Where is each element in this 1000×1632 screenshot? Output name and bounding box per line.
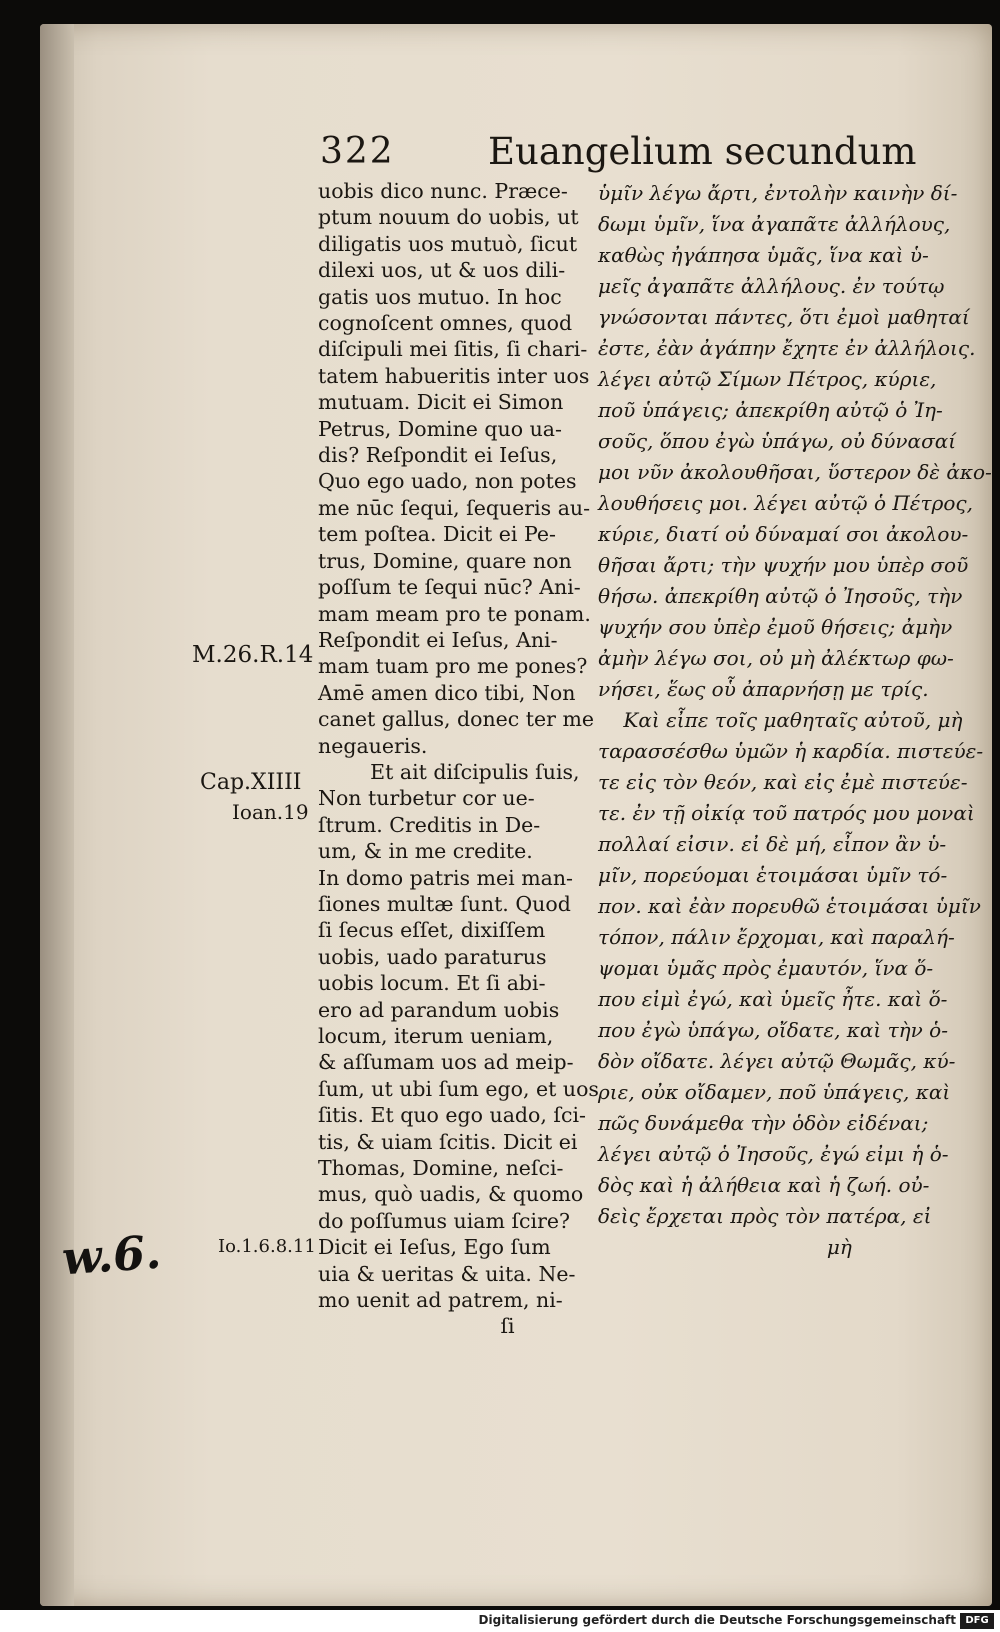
latin-text-line: um, & in me credite. — [318, 839, 533, 864]
latin-text-line: tem poſtea. Dicit ei Pe- — [318, 522, 556, 547]
greek-text-line: μοι νῦν ἀκολουθῆσαι, ὕστερον δὲ ἀκο- — [598, 460, 992, 484]
latin-text-line: ſi ſecus eſſet, dixiſſem — [318, 918, 546, 943]
greek-text-line: τε εἰς τὸν θεόν, καὶ εἰς ἐμὲ πιστεύε- — [598, 770, 968, 794]
latin-text-line: ſtrum. Creditis in De- — [318, 812, 541, 837]
latin-text-line: uobis, uado paraturus — [318, 944, 547, 969]
latin-text-line: trus, Domine, quare non — [318, 548, 572, 573]
greek-text-line: δεὶς ἔρχεται πρὸς τὸν πατέρα, εἰ — [598, 1204, 932, 1228]
greek-text-line: λουθήσεις μοι. λέγει αὐτῷ ὁ Πέτρος, — [598, 491, 973, 515]
margin-ref-matthew: M.26.R.14 — [192, 642, 314, 668]
latin-text-line: uobis locum. Et ſi abi- — [318, 971, 546, 996]
greek-text-line: πολλαί εἰσιν. εἰ δὲ μή, εἶπον ἂν ὑ- — [598, 832, 947, 856]
greek-text-line: μὴ — [598, 1235, 852, 1259]
greek-text-line: καθὼς ἠγάπησα ὑμᾶς, ἵνα καὶ ὑ- — [598, 243, 929, 267]
latin-text-line: mo uenit ad patrem, ni- — [318, 1288, 563, 1313]
latin-text-line: tatem habueritis inter uos — [318, 363, 590, 388]
latin-text-line: mam tuam pro me pones? — [318, 654, 588, 679]
latin-text-line: & aſſumam uos ad meip- — [318, 1050, 574, 1075]
latin-text-line: canet gallus, donec ter me — [318, 707, 595, 732]
latin-text-line: uia & ueritas & uita. Ne- — [318, 1261, 576, 1286]
greek-text-line: λέγει αὐτῷ ὁ Ἰησοῦς, ἐγώ εἰμι ἡ ὁ- — [598, 1142, 949, 1166]
latin-text-line: do poſſumus uiam ſcire? — [318, 1208, 570, 1233]
latin-text-line: ſitis. Et quo ego uado, ſci- — [318, 1103, 586, 1128]
greek-text-line: ποῦ ὑπάγεις; ἀπεκρίθη αὐτῷ ὁ Ἰη- — [598, 398, 943, 422]
handwritten-margin-note: w.6. — [60, 1224, 163, 1286]
latin-text-line: ero ad parandum uobis — [318, 997, 560, 1022]
greek-text-line: μεῖς ἀγαπᾶτε ἀλλήλους. ἐν τούτῳ — [598, 274, 945, 298]
latin-text-line: cognoſcent omnes, quod — [318, 311, 573, 336]
greek-text-line: ἀμὴν λέγω σοι, οὐ μὴ ἀλέκτωρ φω- — [598, 646, 954, 670]
digitization-footer — [0, 1610, 1000, 1632]
latin-text-line: mam meam pro te ponam. — [318, 601, 591, 626]
latin-text-line: Quo ego uado, non potes — [318, 469, 577, 494]
latin-text-line: Thomas, Domine, neſci- — [318, 1156, 564, 1181]
latin-text-line: dilexi uos, ut & uos dili- — [318, 258, 566, 283]
greek-text-line: δὸν οἴδατε. λέγει αὐτῷ Θωμᾶς, κύ- — [598, 1049, 956, 1073]
greek-text-line: τε. ἐν τῇ οἰκίᾳ τοῦ πατρός μου μοναὶ — [598, 801, 975, 825]
greek-text-line: σοῦς, ὅπου ἐγὼ ὑπάγω, οὐ δύνασαί — [598, 429, 957, 453]
latin-text-line: dis? Reſpondit ei Ieſus, — [318, 443, 558, 468]
greek-text-line: δωμι ὑμῖν, ἵνα ἀγαπᾶτε ἀλλήλους, — [598, 212, 951, 236]
greek-text-line: δὸς καὶ ἡ ἀλήθεια καὶ ἡ ζωή. οὐ- — [598, 1173, 930, 1197]
greek-text-line: θήσω. ἀπεκρίθη αὐτῷ ὁ Ἰησοῦς, τὴν — [598, 584, 963, 608]
greek-text-line: λέγει αὐτῷ Σίμων Πέτρος, κύριε, — [598, 367, 937, 391]
latin-text-line: poſſum te ſequi nūc? Ani- — [318, 575, 581, 600]
greek-text-line: κύριε, διατί οὐ δύναμαί σοι ἀκολου- — [598, 522, 969, 546]
dfg-logo-icon: DFG — [960, 1613, 994, 1629]
margin-ref-john-19: Ioan.19 — [232, 800, 309, 824]
running-title: Euangelium secundum — [488, 130, 917, 173]
greek-text-line: νήσει, ἕως οὗ ἀπαρνήσῃ με τρίς. — [598, 677, 929, 701]
margin-ref-john-1: Io.1.6.8.11 — [218, 1236, 316, 1257]
latin-text-line: tis, & uiam ſcitis. Dicit ei — [318, 1129, 578, 1154]
page-gutter-shadow — [40, 24, 74, 1606]
greek-text-line: γνώσονται πάντες, ὅτι ἐμοὶ μαθηταί — [598, 305, 970, 329]
latin-text-line: ſum, ut ubi ſum ego, et uos — [318, 1076, 599, 1101]
greek-text-line: τόπον, πάλιν ἔρχομαι, καὶ παραλή- — [598, 925, 955, 949]
greek-text-line: μῖν, πορεύομαι ἑτοιμάσαι ὑμῖν τό- — [598, 863, 948, 887]
latin-text-line: Et ait diſcipulis ſuis, — [318, 759, 580, 784]
margin-chapter-heading: Cap.XIIII — [200, 770, 302, 795]
latin-text-line: Non turbetur cor ue- — [318, 786, 535, 811]
latin-text-line: uobis dico nunc. Præce- — [318, 179, 568, 203]
latin-text-line: mus, quò uadis, & quomo — [318, 1182, 584, 1207]
latin-text-line: ſi — [318, 1314, 515, 1339]
greek-text-line: ὑμῖν λέγω ἄρτι, ἐντολὴν καινὴν δί- — [598, 181, 958, 205]
greek-text-line: που ἐγὼ ὑπάγω, οἴδατε, καὶ τὴν ὁ- — [598, 1018, 948, 1042]
latin-text-line: locum, iterum ueniam, — [318, 1024, 554, 1048]
greek-text-line: ταρασσέσθω ὑμῶν ἡ καρδία. πιστεύε- — [598, 739, 984, 763]
latin-text-line: Petrus, Domine quo ua- — [318, 416, 562, 441]
greek-text-line: θῆσαι ἄρτι; τὴν ψυχήν μου ὑπὲρ σοῦ — [598, 553, 969, 577]
latin-text-line: diſcipuli mei ſitis, ſi chari- — [318, 337, 588, 362]
page-header — [320, 122, 940, 182]
latin-text-line: diligatis uos mutuò, ſicut — [318, 231, 578, 256]
latin-text-line: mutuam. Dicit ei Simon — [318, 390, 564, 415]
latin-text-line: Dicit ei Ieſus, Ego ſum — [318, 1235, 551, 1260]
latin-text-line: In domo patris mei man- — [318, 865, 573, 890]
latin-text-line: me nūc ſequi, ſequeris au- — [318, 495, 591, 520]
latin-text-line: Reſpondit ei Ieſus, Ani- — [318, 627, 558, 652]
latin-text-line: Amē amen dico tibi, Non — [318, 680, 576, 705]
greek-text-line: πῶς δυνάμεθα τὴν ὁδὸν εἰδέναι; — [598, 1111, 929, 1135]
latin-text-line: ptum nouum do uobis, ut — [318, 205, 579, 230]
latin-text-column — [318, 178, 599, 1340]
greek-text-line: πον. καὶ ἐὰν πορευθῶ ἑτοιμάσαι ὑμῖν — [598, 894, 981, 918]
greek-text-line: ριε, οὐκ οἴδαμεν, ποῦ ὑπάγεις, καὶ — [598, 1080, 951, 1104]
greek-text-line: που εἰμὶ ἐγώ, καὶ ὑμεῖς ἦτε. καὶ ὅ- — [598, 987, 948, 1011]
latin-text-line: gatis uos mutuo. In hoc — [318, 284, 562, 309]
greek-text-column — [598, 178, 992, 1263]
greek-text-line: ψομαι ὑμᾶς πρὸς ἐμαυτόν, ἵνα ὅ- — [598, 956, 934, 980]
greek-text-line: ψυχήν σου ὑπὲρ ἐμοῦ θήσεις; ἀμὴν — [598, 615, 953, 639]
latin-text-line: ſiones multæ ſunt. Quod — [318, 891, 571, 916]
page-number: 322 — [320, 131, 395, 172]
footer-credit: Digitalisierung gefördert durch die Deutsche Forschungsgemeinschaft — [478, 1613, 956, 1627]
latin-text-line: negaueris. — [318, 733, 428, 758]
greek-text-line: Καὶ εἶπε τοῖς μαθηταῖς αὐτοῦ, μὴ — [598, 708, 963, 732]
greek-text-line: ἐστε, ἐὰν ἀγάπην ἔχητε ἐν ἀλλήλοις. — [598, 336, 976, 360]
